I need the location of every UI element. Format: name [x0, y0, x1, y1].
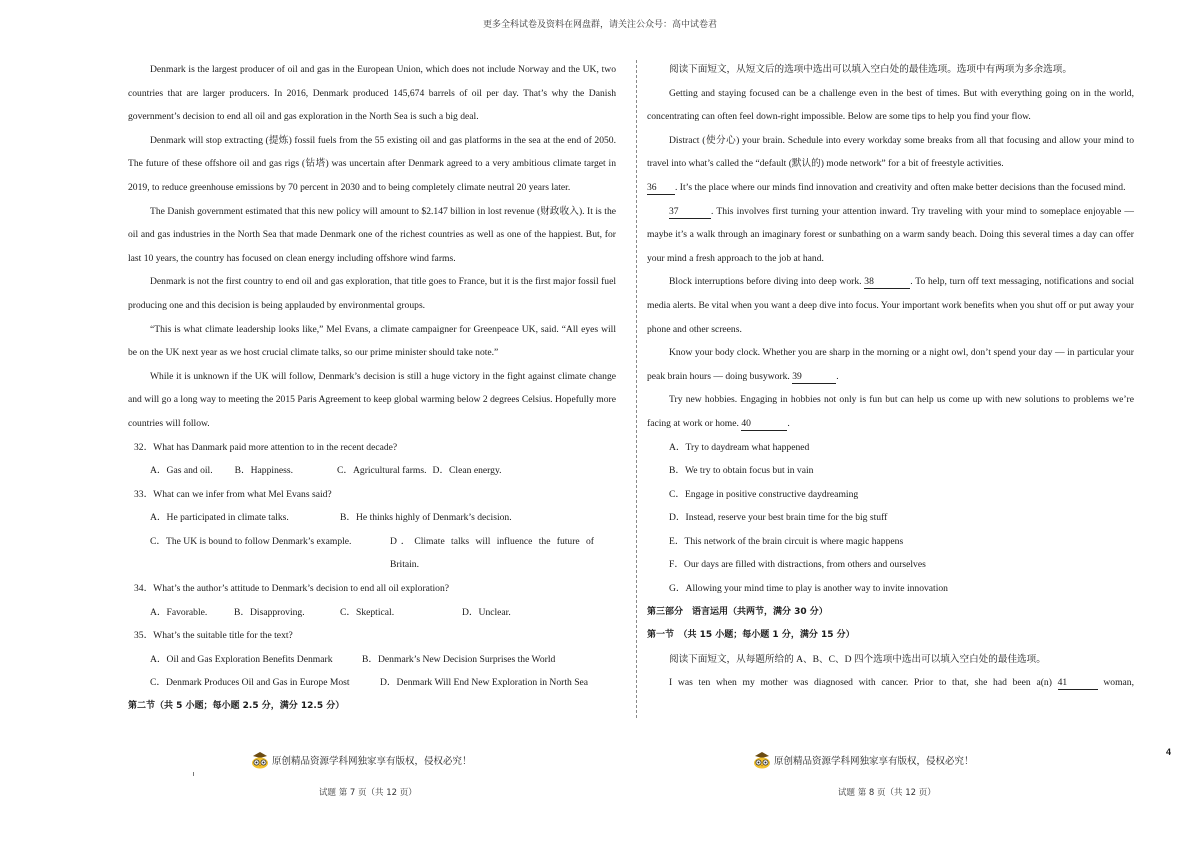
passage-paragraph — [647, 129, 1134, 200]
passage-paragraph — [647, 671, 1134, 695]
copyright-note-left — [250, 751, 472, 769]
passage-paragraph: Denmark is the largest producer of oil and gas in the European Union, which does not include Norway and the UK, two countries that are larger producers. In 2016, Denmark produced 145,674 barrels of oil per day. That’s why the Danish government’s decision to end all oil and gas exploration in the North Sea is such a big deal. — [128, 64, 616, 123]
question-33-options-row2 — [128, 530, 616, 577]
instruction-text: 阅读下面短文，从每题所给的 A、B、C、D 四个选项中选出可以填入空白处的最佳选项。 — [669, 653, 1046, 665]
left-column — [128, 58, 616, 719]
passage-paragraph — [647, 200, 1134, 271]
option: C．The UK is bound to follow Denmark’s example. — [150, 535, 352, 547]
question-34-options — [128, 601, 616, 625]
question-35-options-row1 — [128, 648, 616, 672]
right-column — [647, 58, 1134, 695]
question-34: 34．What’s the author’s attitude to Denmark’s decision to end all oil exploration? — [134, 583, 450, 595]
page-number-right: 试题 第 8 页（共 12 页） — [838, 788, 936, 798]
passage-paragraph: “This is what climate leadership looks like,” Mel Evans, a climate campaigner for Greenpeace UK, said. “All eyes will be on the UK next year as we host crucial climate talks, so our prime minister should take note.” — [128, 323, 616, 359]
owl-logo-icon — [752, 751, 772, 769]
part-heading: 第三部分 语言运用（共两节，满分 30 分） — [647, 606, 828, 617]
copyright-text: 原创精品资源学科网独家享有版权，侵权必究！ — [272, 756, 472, 767]
option: C．Agricultural farms. — [336, 465, 427, 477]
option-g: G．Allowing your mind time to play is another way to invite innovation — [669, 583, 948, 595]
option: B．He thinks highly of Denmark’s decision. — [340, 512, 512, 524]
option-b: B．We try to obtain focus but in vain — [669, 465, 814, 477]
option: D．Climate talks will influence the future of Britain. — [389, 535, 594, 571]
paragraph-text: I was ten when my mother was diagnosed with cancer. Prior to that, she had been a(n) — [669, 677, 1052, 689]
paragraph-text: . It’s the place where our minds find innovation and creativity and often make better decisions than the focused mind. — [675, 181, 1126, 193]
option-f: F．Our days are filled with distractions, from others and ourselves — [669, 559, 926, 571]
option: D．Clean energy. — [432, 465, 502, 477]
paragraph-text: Block interruptions before diving into deep work. — [669, 276, 862, 288]
copyright-note-right — [752, 751, 974, 769]
option-a: A．Try to daydream what happened — [669, 441, 810, 453]
option: C．Denmark Produces Oil and Gas in Europe Most — [150, 677, 350, 689]
passage-paragraph — [647, 270, 1134, 341]
paragraph-text: Distract (使分心) your brain. Schedule into every workday some breaks from all that focusing and allow your mind to travel into what’s called the “default (默认的) mode network” for a bit of freestyle activities. — [647, 134, 1134, 170]
option: A．Gas and oil. — [150, 465, 213, 477]
corner-number: 4 — [1166, 747, 1172, 757]
page-header: 更多全科试卷及资料在网盘群，请关注公众号：高中试卷君 — [482, 20, 717, 30]
option: B．Happiness. — [234, 465, 293, 477]
option-d: D．Instead, reserve your best brain time for the big stuff — [669, 512, 888, 524]
blank-38: 38 — [864, 275, 910, 289]
blank-39: 39 — [792, 370, 836, 384]
blank-40: 40 — [741, 417, 787, 431]
paragraph-text: Try new hobbies. Engaging in hobbies not only is fun but can help us come up with new solutions to problems we’re facing at work or home. — [647, 394, 1134, 429]
passage-paragraph: The Danish government estimated that this new policy will amount to $2.147 billion in lost revenue (财政收入). It is the oil and gas industries in the North Sea that made Denmark one of the richest countries as well as one of the happiest. But, for last 10 years, the country has focused on clean energy including offshore wind farms. — [128, 205, 616, 264]
option: B．Denmark’s New Decision Surprises the World — [362, 653, 556, 665]
option: D．Denmark Will End New Exploration in North Sea — [380, 677, 589, 689]
option: A．Favorable. — [150, 606, 208, 618]
option: D．Unclear. — [462, 606, 511, 618]
margin-mark — [193, 772, 194, 776]
paragraph-text: woman, — [1103, 677, 1134, 689]
instruction-text: 阅读下面短文，从短文后的选项中选出可以填入空白处的最佳选项。选项中有两项为多余选项。 — [669, 64, 1072, 75]
paragraph-text: Know your body clock. Whether you are sharp in the morning or a night owl, don’t spend your day — in particular your peak brain hours — doing busywork. — [647, 347, 1134, 382]
blank-41: 41 — [1058, 676, 1098, 690]
question-33-options-row1 — [128, 506, 616, 530]
blank-37: 37 — [669, 205, 711, 219]
blank-36: 36 — [647, 181, 675, 195]
question-32-options — [128, 459, 616, 483]
passage-paragraph: Know your body clock. Whether you are sharp in the morning or a night owl, don’t spend your day — in particular your peak brain hours — doing busywork. 39 . — [647, 347, 1134, 382]
option-e: E．This network of the brain circuit is where magic happens — [669, 535, 904, 547]
question-35: 35．What’s the suitable title for the text? — [134, 630, 293, 642]
option: A．Oil and Gas Exploration Benefits Denmark — [150, 653, 333, 665]
page-number-left: 试题 第 7 页（共 12 页） — [319, 788, 417, 798]
question-35-options-row2 — [128, 671, 616, 695]
column-divider — [636, 60, 637, 718]
passage-paragraph: Denmark is not the first country to end oil and gas exploration, that title goes to France, but it is the first major fossil fuel producing one and this decision is being applauded by environmental groups. — [128, 276, 616, 311]
passage-paragraph: While it is unknown if the UK will follow, Denmark’s decision is still a huge victory in the fight against climate change and will go a long way to meeting the 2015 Paris Agreement to keep global warming below 2 degrees Celsius. Hopefully more countries will follow. — [128, 370, 616, 429]
question-33: 33．What can we infer from what Mel Evans said? — [134, 488, 332, 500]
section-heading: 第二节（共 5 小题；每小题 2.5 分，满分 12.5 分） — [128, 701, 345, 712]
option: B．Disapproving. — [234, 606, 305, 618]
owl-logo-icon — [250, 751, 270, 769]
passage-paragraph: Getting and staying focused can be a challenge even in the best of times. But with everything going on in the world, concentrating can often feel down-right impossible. Below are some tips to help you find your flow. — [647, 87, 1134, 123]
option: A．He participated in climate talks. — [150, 512, 289, 524]
copyright-text: 原创精品资源学科网独家享有版权，侵权必究！ — [774, 756, 974, 767]
passage-paragraph: Try new hobbies. Engaging in hobbies not only is fun but can help us come up with new solutions to problems we’re facing at work or home. 40 . — [647, 394, 1134, 429]
option-c: C．Engage in positive constructive daydreaming — [669, 488, 859, 500]
passage-paragraph: Denmark will stop extracting (提炼) fossil fuels from the 55 existing oil and gas platforms in the sea at the end of 2050. The future of these offshore oil and gas rigs (钻塔) was uncertain after Denmark agreed to a very ambitious climate target in 2019, to reduce greenhouse emissions by 70 percent in 2030 and to being completely climate neutral 20 years later. — [128, 134, 616, 193]
paragraph-text: . To help, turn off text messaging, notifications and social media alerts. Be vital when you want a deep dive into focus. Your important work benefits when you shut off or put away your phone and other screens. — [647, 276, 1135, 335]
option: C．Skeptical. — [340, 606, 395, 618]
paragraph-text: . This involves first turning your attention inward. Try traveling with your mind to someplace enjoyable — maybe it’s a walk through an imaginary forest or sunbathing on a warm sandy beach. Doing this several times a day can offer your mind a fresh approach to the job at hand. — [647, 205, 1134, 264]
question-32: 32．What has Danmark paid more attention to in the recent decade? — [134, 441, 398, 453]
section-heading: 第一节 （共 15 小题；每小题 1 分，满分 15 分） — [647, 630, 855, 641]
